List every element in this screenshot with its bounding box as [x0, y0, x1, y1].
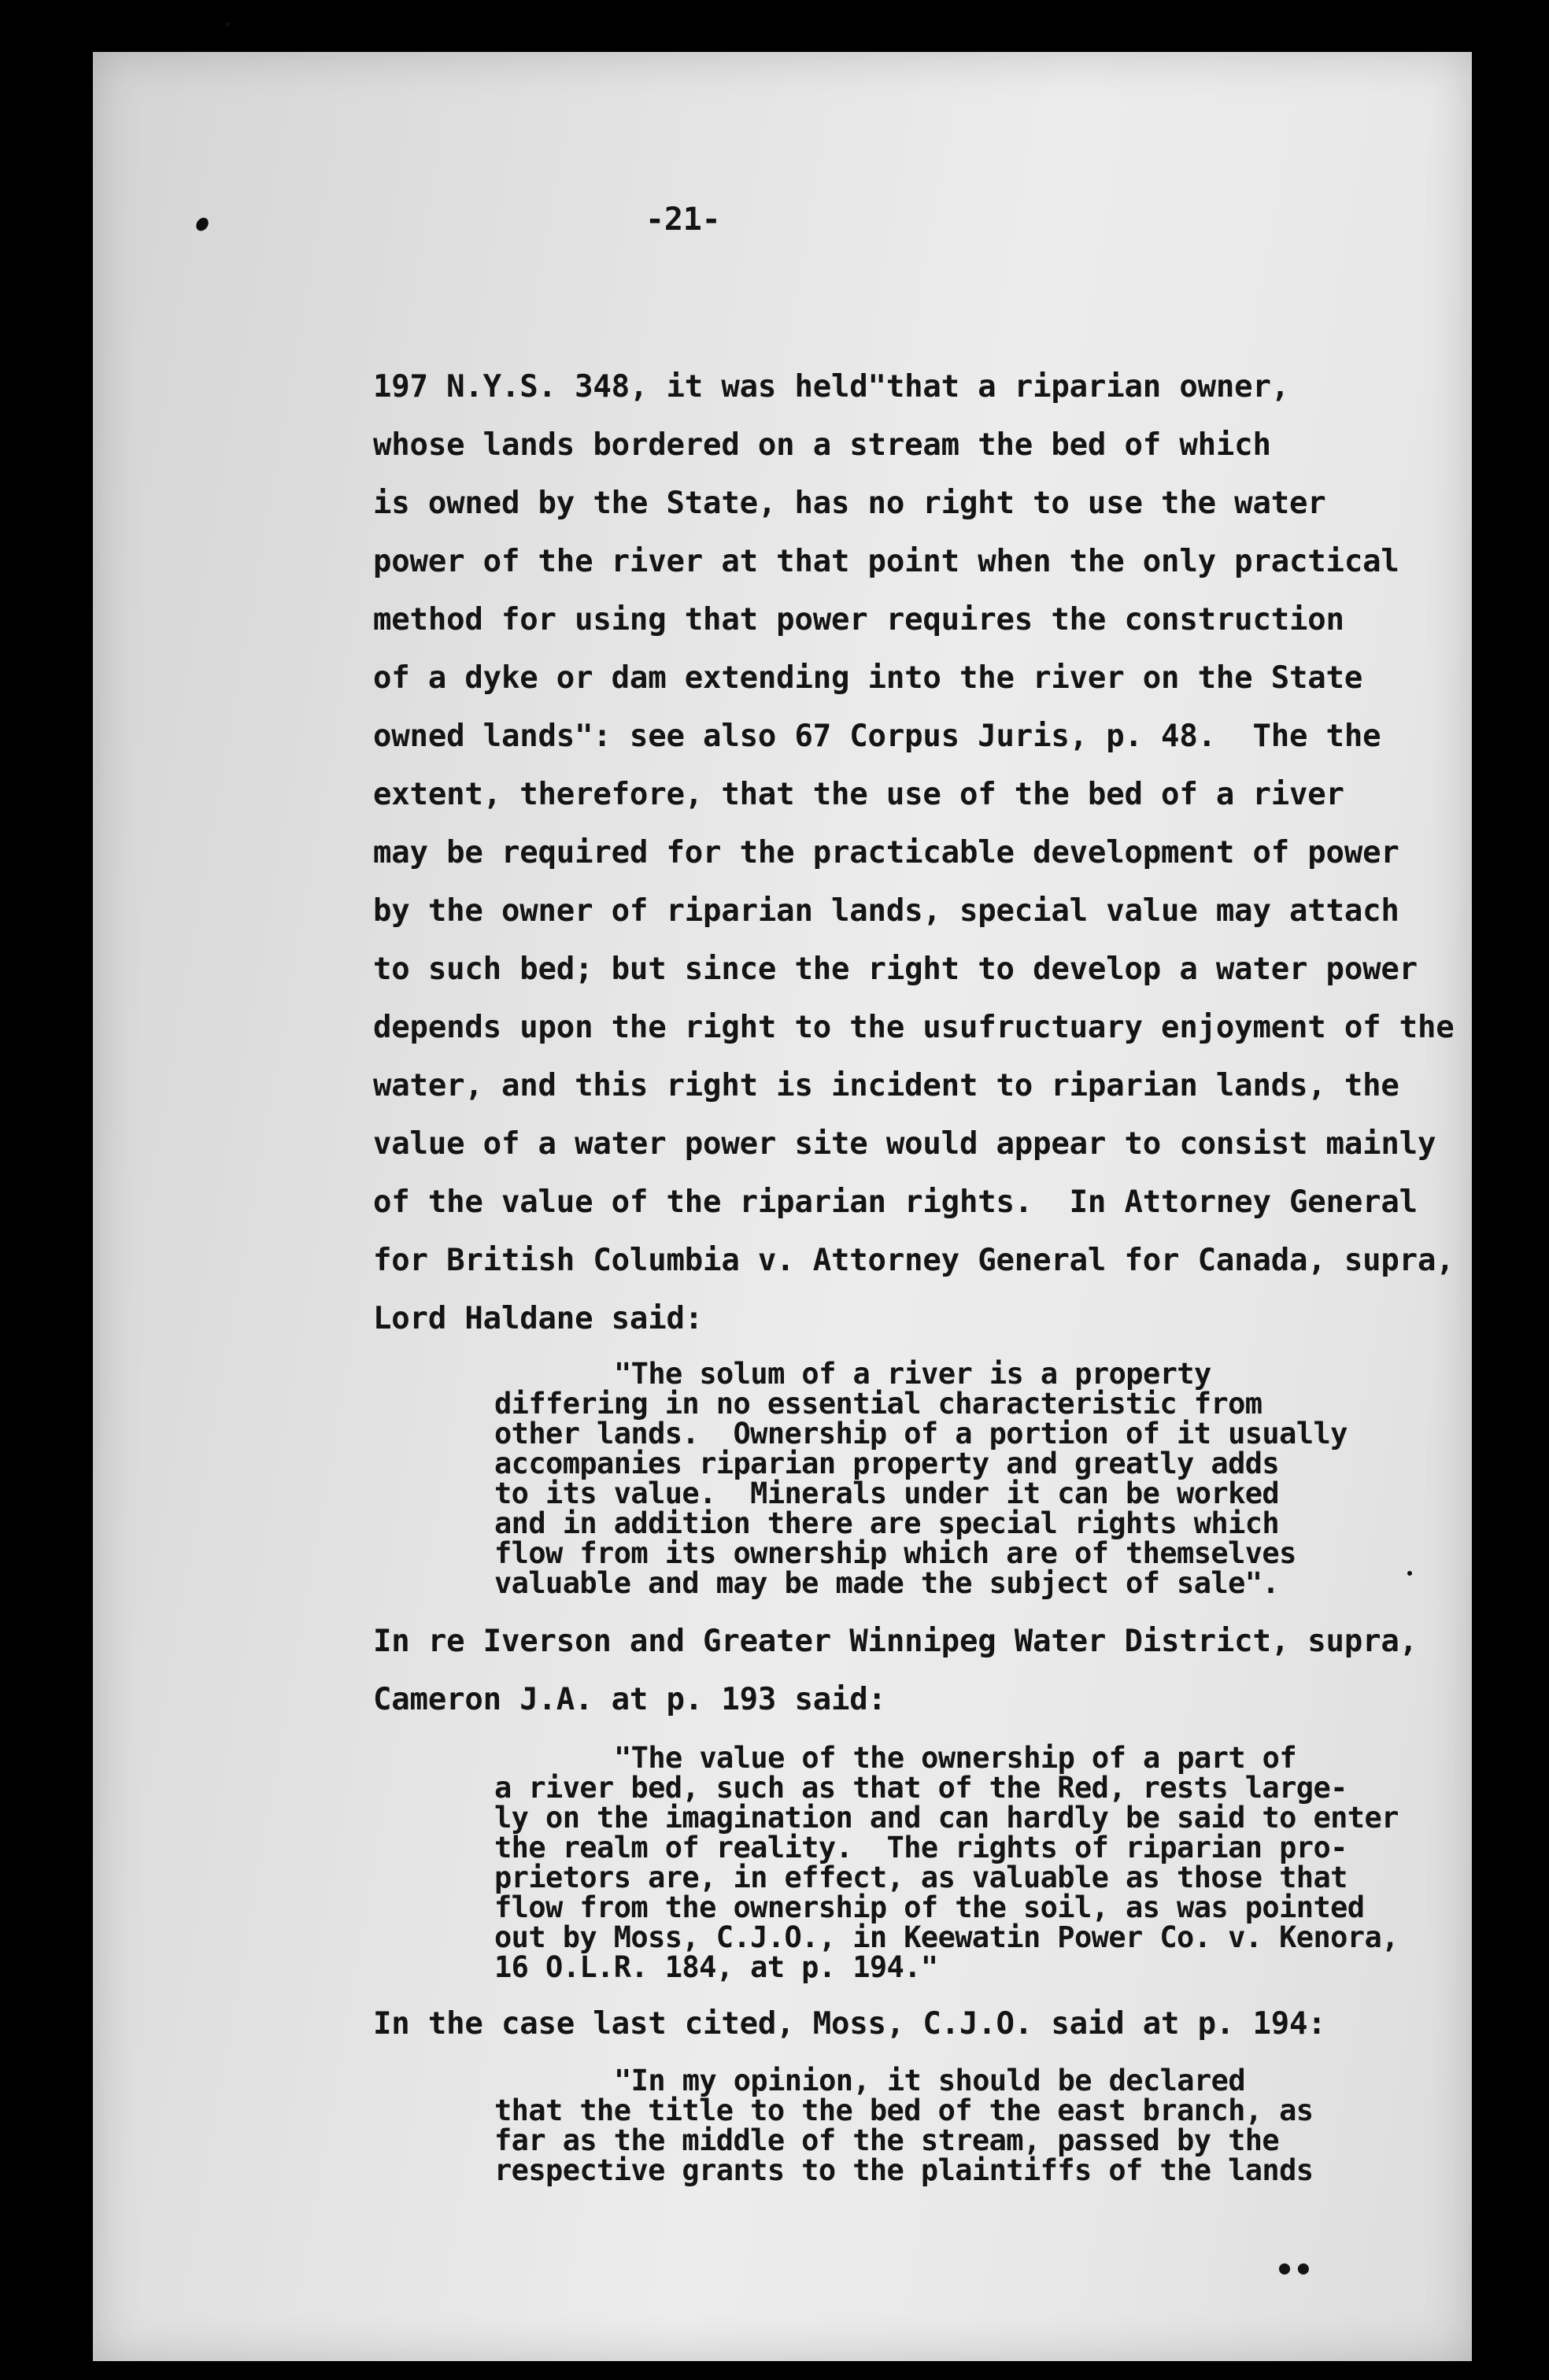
- quote-line: and in addition there are special rights which: [494, 1506, 1280, 1540]
- text-line: extent, therefore, that the use of the bed of a river: [373, 777, 1344, 812]
- text-line: In the case last cited, Moss, C.J.O. said at p. 194:: [373, 2006, 1326, 2042]
- quote-line: that the title to the bed of the east branch, as: [494, 2094, 1314, 2127]
- text-line: method for using that power requires the construction: [373, 602, 1344, 638]
- quote-line: "The value of the ownership of a part of: [614, 1741, 1297, 1775]
- text-line: power of the river at that point when the only practical: [373, 544, 1399, 579]
- page-number: -21-: [645, 201, 721, 238]
- quote-line: accompanies riparian property and greatly adds: [494, 1447, 1280, 1480]
- quote-line: other lands. Ownership of a portion of it usually: [494, 1417, 1348, 1451]
- quote-line: the realm of reality. The rights of riparian pro-: [494, 1831, 1348, 1864]
- text-line: In re Iverson and Greater Winnipeg Water District, supra,: [373, 1624, 1418, 1659]
- quote-line: 16 O.L.R. 184, at p. 194.": [494, 1950, 938, 1984]
- text-line: water, and this right is incident to riparian lands, the: [373, 1068, 1399, 1103]
- quote-line: a river bed, such as that of the Red, rests large-: [494, 1771, 1348, 1805]
- text-line: of a dyke or dam extending into the river on the State: [373, 660, 1363, 696]
- quote-line: flow from its ownership which are of themselves: [494, 1536, 1296, 1570]
- text-line: value of a water power site would appear to consist mainly: [373, 1126, 1436, 1162]
- quote-line: prietors are, in effect, as valuable as those that: [494, 1861, 1348, 1894]
- text-line: for British Columbia v. Attorney General for Canada, supra,: [373, 1243, 1455, 1278]
- quote-line: to its value. Minerals under it can be worked: [494, 1476, 1280, 1510]
- text-line: of the value of the riparian rights. In Attorney General: [373, 1184, 1418, 1220]
- text-line: may be required for the practicable development of power: [373, 835, 1399, 870]
- text-line: whose lands bordered on a stream the bed of which: [373, 427, 1271, 463]
- text-line: to such bed; but since the right to develop a water power: [373, 952, 1418, 987]
- quote-line: ly on the imagination and can hardly be said to enter: [494, 1801, 1399, 1835]
- quote-line: "The solum of a river is a property: [614, 1357, 1211, 1391]
- quote-line: valuable and may be made the subject of sale".: [494, 1566, 1280, 1600]
- text-line: owned lands": see also 67 Corpus Juris, p. 48. The the: [373, 719, 1381, 754]
- text-line: by the owner of riparian lands, special value may attach: [373, 893, 1399, 929]
- quote-line: "In my opinion, it should be declared: [614, 2064, 1246, 2097]
- text-line: is owned by the State, has no right to use the water: [373, 486, 1326, 521]
- quote-line: out by Moss, C.J.O., in Keewatin Power Co. v. Kenora,: [494, 1920, 1399, 1954]
- quote-line: far as the middle of the stream, passed by the: [494, 2123, 1280, 2157]
- text-line: Cameron J.A. at p. 193 said:: [373, 1682, 886, 1717]
- quote-line: flow from the ownership of the soil, as was pointed: [494, 1890, 1365, 1924]
- stray-mark: [225, 22, 230, 27]
- footer-continuation-marks: ••: [1275, 2252, 1313, 2289]
- text-line: depends upon the right to the usufructuary enjoyment of the: [373, 1010, 1455, 1045]
- quote-line: differing in no essential characteristic from: [494, 1387, 1262, 1421]
- stray-mark: [1407, 1571, 1412, 1576]
- quote-line: respective grants to the plaintiffs of the lands: [494, 2153, 1314, 2187]
- text-line: Lord Haldane said:: [373, 1301, 704, 1336]
- text-line: 197 N.Y.S. 348, it was held"that a riparian owner,: [373, 369, 1289, 405]
